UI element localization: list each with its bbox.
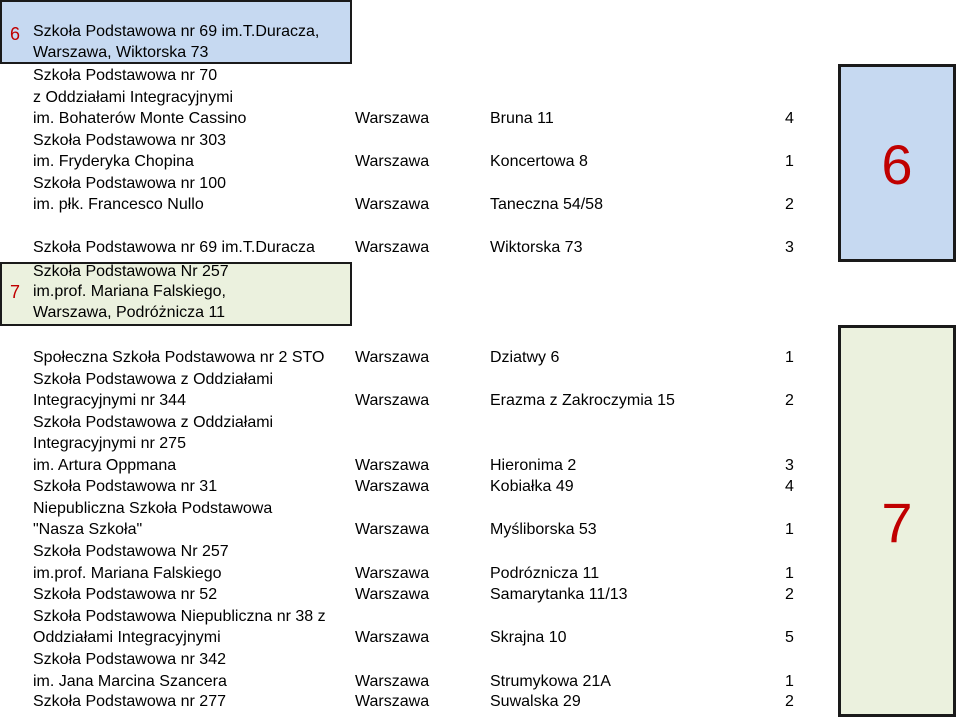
school-city: Warszawa xyxy=(355,521,430,538)
school-city: Warszawa xyxy=(355,349,430,366)
school-name-line1: Szkoła Podstawowa z Oddziałami xyxy=(33,371,274,388)
school-city: Warszawa xyxy=(355,110,430,127)
school-name-line1: Szkoła Podstawowa z Oddziałami xyxy=(33,414,274,431)
school-city: Warszawa xyxy=(355,153,430,170)
school-street: Samarytanka 11/13 xyxy=(490,586,628,603)
school-name-line2: im.prof. Mariana Falskiego xyxy=(33,565,222,582)
school-street: Hieronima 2 xyxy=(490,457,577,474)
school-name-line1: Szkoła Podstawowa nr 70 xyxy=(33,67,218,84)
school-value: 1 xyxy=(785,349,794,366)
school-city: Warszawa xyxy=(355,392,430,409)
school-value: 2 xyxy=(785,693,794,710)
school-value: 1 xyxy=(785,565,794,582)
school-street: Koncertowa 8 xyxy=(490,153,588,170)
school-value: 2 xyxy=(785,392,794,409)
school-value: 4 xyxy=(785,478,794,495)
school-city: Warszawa xyxy=(355,629,430,646)
school-city: Warszawa xyxy=(355,586,430,603)
school-name-line1: Szkoła Podstawowa nr 69 im.T.Duracza xyxy=(33,239,315,256)
school-name-line2: z Oddziałami Integracyjnymi xyxy=(33,89,234,106)
group-7-header-number: 7 xyxy=(10,282,21,302)
school-city: Warszawa xyxy=(355,565,430,582)
school-name-line1: Szkoła Podstawowa Nr 257 xyxy=(33,543,229,560)
school-name-line2: Integracyjnymi nr 275 xyxy=(33,435,186,452)
school-value: 1 xyxy=(785,673,794,690)
school-value: 2 xyxy=(785,196,794,213)
group-7-header-line1: Szkoła Podstawowa Nr 257 xyxy=(33,263,229,280)
school-city: Warszawa xyxy=(355,693,430,710)
school-street: Bruna 11 xyxy=(490,110,554,127)
school-street: Suwalska 29 xyxy=(490,693,581,710)
school-name-line1: Społeczna Szkoła Podstawowa nr 2 STO xyxy=(33,349,325,366)
school-name-line1: Szkoła Podstawowa nr 277 xyxy=(33,693,226,710)
school-street: Dziatwy 6 xyxy=(490,349,560,366)
group-7-number-box xyxy=(838,325,956,717)
school-name-line2: im. Jana Marcina Szancera xyxy=(33,673,227,690)
school-name-line1: Szkoła Podstawowa nr 100 xyxy=(33,175,226,192)
school-street: Erazma z Zakroczymia 15 xyxy=(490,392,675,409)
school-street: Kobiałka 49 xyxy=(490,478,574,495)
school-street: Wiktorska 73 xyxy=(490,239,583,256)
school-value: 3 xyxy=(785,457,794,474)
school-name-line3: im. Bohaterów Monte Cassino xyxy=(33,110,247,127)
group-6-number: 6 xyxy=(881,133,913,196)
school-value: 1 xyxy=(785,153,794,170)
school-value: 3 xyxy=(785,239,794,256)
group-7-number: 7 xyxy=(881,491,913,554)
school-city: Warszawa xyxy=(355,673,430,690)
group-7-header-line2: im.prof. Mariana Falskiego, xyxy=(33,283,226,300)
school-street: Skrajna 10 xyxy=(490,629,567,646)
school-street: Strumykowa 21A xyxy=(490,673,611,690)
school-city: Warszawa xyxy=(355,457,430,474)
school-name-line3: im. Artura Oppmana xyxy=(33,457,177,474)
school-street: Taneczna 54/58 xyxy=(490,196,603,213)
school-city: Warszawa xyxy=(355,239,430,256)
school-name-line2: im. płk. Francesco Nullo xyxy=(33,196,204,213)
school-name-line1: Szkoła Podstawowa Niepubliczna nr 38 z xyxy=(33,608,326,625)
school-street: Podróznicza 11 xyxy=(490,565,600,582)
school-value: 5 xyxy=(785,629,794,646)
school-name-line1: Szkoła Podstawowa nr 303 xyxy=(33,132,226,149)
school-name-line2: Oddziałami Integracyjnymi xyxy=(33,629,221,646)
school-city: Warszawa xyxy=(355,478,430,495)
school-name-line1: Szkoła Podstawowa nr 52 xyxy=(33,586,218,603)
school-name-line1: Szkoła Podstawowa nr 342 xyxy=(33,651,226,668)
group-6-header-line2: Warszawa, Wiktorska 73 xyxy=(33,44,209,61)
school-name-line1: Niepubliczna Szkoła Podstawowa xyxy=(33,500,273,517)
school-city: Warszawa xyxy=(355,196,430,213)
group-6-number-box xyxy=(838,64,956,262)
school-value: 2 xyxy=(785,586,794,603)
school-name-line2: im. Fryderyka Chopina xyxy=(33,153,194,170)
school-name-line2: "Nasza Szkoła" xyxy=(33,521,143,538)
school-name-line1: Szkoła Podstawowa nr 31 xyxy=(33,478,218,495)
school-street: Myśliborska 53 xyxy=(490,521,597,538)
school-value: 4 xyxy=(785,110,794,127)
group-6-header-number: 6 xyxy=(10,24,21,44)
school-name-line2: Integracyjnymi nr 344 xyxy=(33,392,186,409)
group-7-header-line3: Warszawa, Podróżnicza 11 xyxy=(33,304,226,321)
group-6-header-line1: Szkoła Podstawowa nr 69 im.T.Duracza, xyxy=(33,23,320,40)
school-value: 1 xyxy=(785,521,794,538)
